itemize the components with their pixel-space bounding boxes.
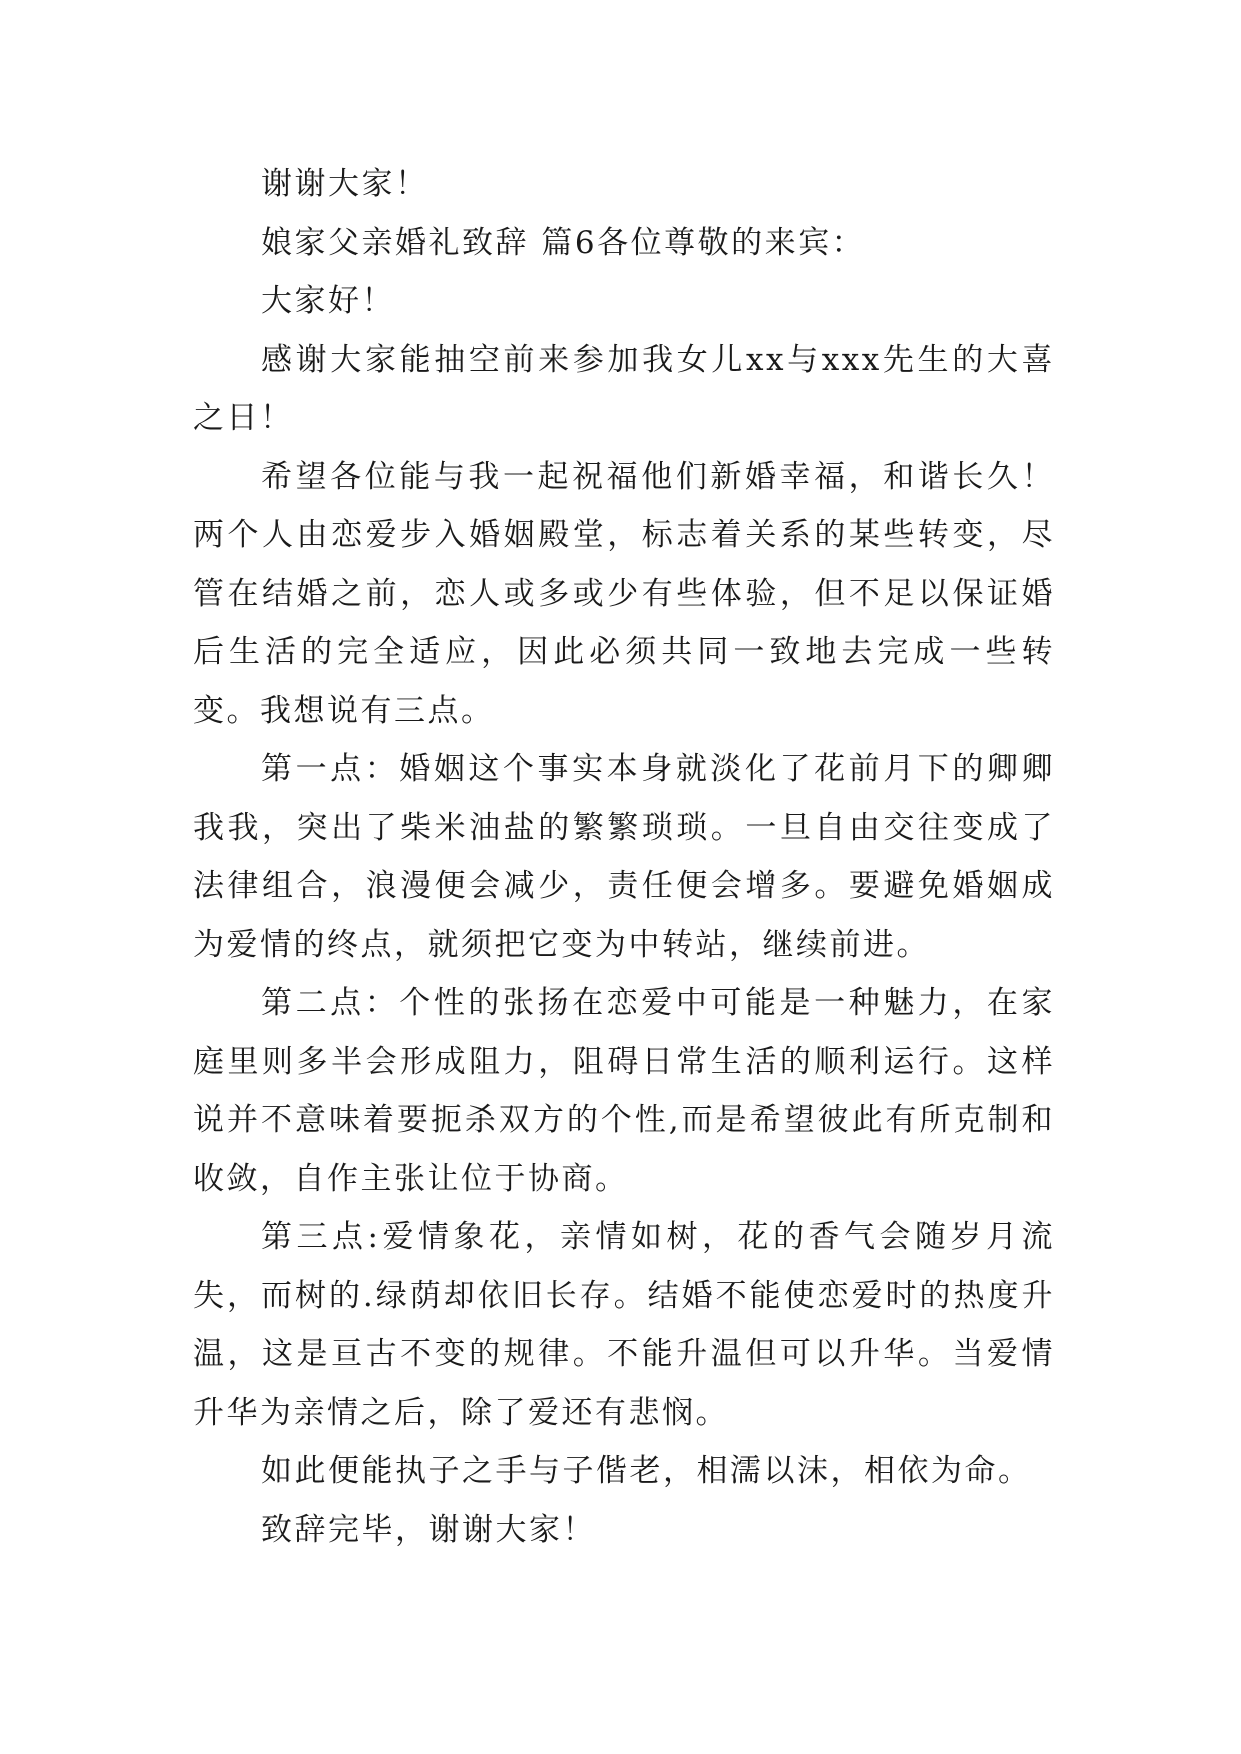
paragraph: 大家好！ xyxy=(261,283,395,319)
paragraph: 娘家父亲婚礼致辞 篇6各位尊敬的来宾： xyxy=(261,224,866,261)
document-body xyxy=(193,155,1055,1559)
paragraph: 第二点：个性的张扬在恋爱中可能是一种魅力，在家庭里则多半会形成阻力，阻碍日常生活的顺利运行。这样说并不意味着要扼杀双方的个性,而是希望彼此有所克制和收敛，自作主张让位于协商。 xyxy=(193,985,1055,1197)
paragraph: 感谢大家能抽空前来参加我女儿xx与xxx先生的大喜之日！ xyxy=(193,341,1055,436)
paragraph: 第一点：婚姻这个事实本身就淡化了花前月下的卿卿我我，突出了柴米油盐的繁繁琐琐。一旦自由交往变成了法律组合，浪漫便会减少，责任便会增多。要避免婚姻成为爱情的终点，就须把它变为中转站，继续前进。 xyxy=(193,751,1055,963)
paragraph: 致辞完毕，谢谢大家！ xyxy=(261,1511,596,1548)
paragraph: 第三点:爱情象花，亲情如树，花的香气会随岁月流失，而树的.绿荫却依旧长存。结婚不能使恋爱时的热度升温，这是亘古不变的规律。不能升温但可以升华。当爱情升华为亲情之后，除了爱还有悲悯。 xyxy=(193,1219,1055,1431)
paragraph: 谢谢大家！ xyxy=(261,166,429,202)
paragraph: 希望各位能与我一起祝福他们新婚幸福，和谐长久！两个人由恋爱步入婚姻殿堂，标志着关系的某些转变，尽管在结婚之前，恋人或多或少有些体验，但不足以保证婚后生活的完全适应，因此必须共同一致地去完成一些转变。我想说有三点。 xyxy=(193,458,1055,729)
paragraph: 如此便能执子之手与子偕老，相濡以沫，相依为命。 xyxy=(261,1453,1032,1489)
